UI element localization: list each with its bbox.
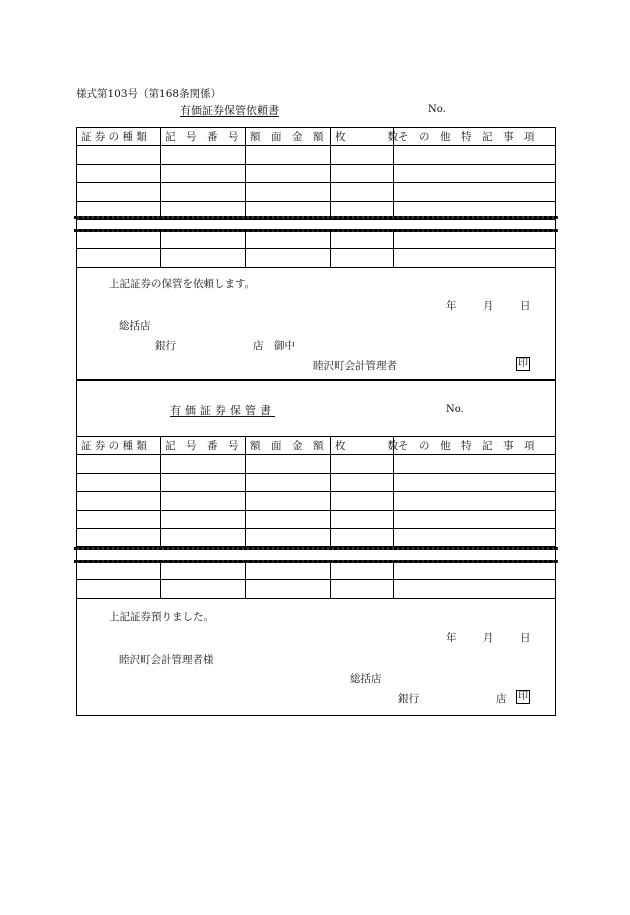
request-date-day: 日 <box>520 300 531 312</box>
table-header-row <box>77 437 556 455</box>
header-count: 枚 数 <box>331 128 394 146</box>
header-remarks: そ の 他 特 記 事 項 <box>394 437 556 455</box>
request-number-label: No. <box>428 104 446 115</box>
request-securities-table <box>76 127 556 220</box>
table-row[interactable] <box>77 455 556 473</box>
request-signer: 睦沢町会計管理者 <box>313 360 397 372</box>
custody-addressee: 睦沢町会計管理者様 <box>119 654 214 666</box>
header-face-value: 額 面 金 額 <box>246 128 331 146</box>
table-row[interactable] <box>77 231 556 249</box>
header-remarks: そ の 他 特 記 事 項 <box>394 128 556 146</box>
request-title: 有価証券保管依頼書 <box>180 104 279 117</box>
request-bank-label: 銀行 <box>155 340 176 352</box>
header-security-type: 証 券 の 種 類 <box>77 437 161 455</box>
tear-line <box>74 216 558 219</box>
seal-icon: 印 <box>518 358 528 369</box>
custody-date-month: 月 <box>483 632 494 644</box>
custody-date-day: 日 <box>520 632 531 644</box>
custody-securities-table-continued <box>76 561 556 599</box>
table-row[interactable] <box>77 510 556 528</box>
request-seal-stamp <box>516 357 530 371</box>
request-date-year: 年 <box>446 300 457 312</box>
request-date-month: 月 <box>483 300 494 312</box>
table-header-row <box>77 128 556 146</box>
custody-seal-stamp <box>516 690 530 704</box>
custody-securities-table <box>76 436 556 547</box>
table-row[interactable] <box>77 146 556 164</box>
request-shop-label: 店 御中 <box>253 340 295 352</box>
header-serial-number: 記 号 番 号 <box>161 437 246 455</box>
header-serial-number: 記 号 番 号 <box>161 128 246 146</box>
table-row[interactable] <box>77 164 556 182</box>
table-row[interactable] <box>77 473 556 491</box>
custody-shop-label: 店 <box>496 693 507 705</box>
header-count: 枚 数 <box>331 437 394 455</box>
table-row[interactable] <box>77 249 556 267</box>
table-row[interactable] <box>77 562 556 580</box>
table-row[interactable] <box>77 580 556 598</box>
table-row[interactable] <box>77 492 556 510</box>
custody-date-year: 年 <box>446 632 457 644</box>
custody-bank-label: 銀行 <box>398 693 419 705</box>
custody-title: 有価証券保管書 <box>170 404 275 417</box>
seal-icon: 印 <box>518 691 528 702</box>
custody-statement: 上記証券預りました。 <box>109 611 214 623</box>
table-row[interactable] <box>77 183 556 201</box>
request-statement: 上記証券の保管を依頼します。 <box>109 278 256 290</box>
custody-number-label: No. <box>446 404 464 415</box>
form-number: 様式第103号（第168条関係） <box>76 88 222 100</box>
custody-branch-label: 総括店 <box>350 673 382 685</box>
header-security-type: 証 券 の 種 類 <box>77 128 161 146</box>
request-securities-table-continued <box>76 230 556 268</box>
table-row[interactable] <box>77 528 556 546</box>
tear-line <box>74 547 558 550</box>
header-face-value: 額 面 金 額 <box>246 437 331 455</box>
section-divider <box>76 380 556 381</box>
request-branch-label: 総括店 <box>119 320 151 332</box>
